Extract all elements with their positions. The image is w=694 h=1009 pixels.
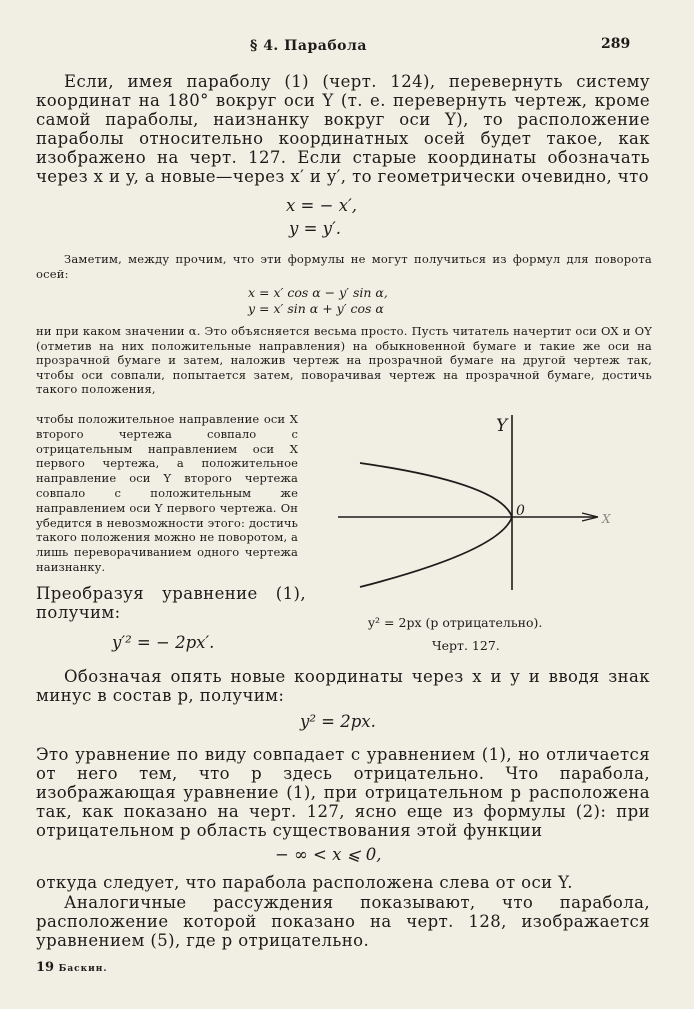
rotation-formula-x: x = x′ cos α − y′ sin α,: [248, 285, 388, 300]
formula-domain: − ∞ < x ⩽ 0,: [275, 845, 382, 864]
formula-parabola: y² = 2px.: [300, 712, 376, 731]
small-note-intro: Заметим, между прочим, что эти формулы не могут получиться из формул для поворота осей:: [36, 252, 652, 281]
parabola-curve: [360, 463, 512, 587]
signature-name: Баскин.: [58, 964, 108, 974]
page-number: 289: [601, 36, 631, 52]
paragraph-conclusion: откуда следует, что парабола расположена слева от оси Y.: [36, 873, 573, 892]
rotation-formula-y: y = x′ sin α + y′ cos α: [248, 301, 384, 316]
small-note-body: ни при каком значении α. Это объясняется весьма просто. Пусть читатель начертит оси OX и OY (отметив на них положительные направления) на обыкновенной бумаге и такие же оси на прозрачной бумаге и затем, наложив чертеж на прозрачной бумаге на другой чертеж так, чтобы оси совпали, попытается затем, поворачивая чертеж на прозрачной бумаге, достичь такого положения,: [36, 324, 652, 396]
paragraph-transform: Преобразуя уравнение (1), получим:: [36, 584, 306, 622]
signature-number: 19: [36, 960, 55, 975]
origin-label: 0: [516, 503, 525, 519]
formula-y-transform: y = y′.: [289, 219, 341, 238]
paragraph-intro: Если, имея параболу (1) (черт. 124), перевернуть систему координат на 180° вокруг оси Y (т. е. перевернуть чертеж, кроме самой параболы, наизнанку вокруг оси Y), то расположение параболы относительно координатных осей будет такое, как изображено на черт. 127. Если старые координаты обозначать через x и y, а новые—через x′ и y′, то геометрически очевидно, что: [36, 72, 650, 186]
formula-transformed: y′² = − 2px′.: [112, 633, 215, 652]
paragraph-comparison: Это уравнение по виду совпадает с уравнением (1), но отличается от него тем, что p здесь отрицательно. Что парабола, изображающая уравнение (1), при отрицательном p расположена так, как показано на черт. 127, ясно еще из формулы (2): при отрицательном p область существования этой функции: [36, 745, 650, 840]
x-axis-label: X: [602, 512, 611, 526]
paragraph-analogy: Аналогичные рассуждения показывают, что парабола, расположение которой показано на черт. 128, изображается уравнением (5), где p отрицательно.: [36, 893, 650, 950]
printer-signature: [36, 960, 108, 975]
formula-x-transform: x = − x′,: [286, 196, 357, 215]
running-header-title: § 4. Парабола: [250, 38, 367, 54]
small-note-wrapped: чтобы положительное направление оси X второго чертежа совпало с отрицательным направлением оси X первого чертежа, а положительное направление оси Y второго чертежа совпало с положительным же направлением оси Y первого чертежа. Он убедится в невозможности этого: достичь такого положения можно не поворотом, а лишь переворачиванием одного чертежа наизнанку.: [36, 412, 298, 574]
figure-caption: Черт. 127.: [432, 638, 500, 653]
figure-caption-formula: y² = 2px (p отрицательно).: [368, 615, 543, 630]
paragraph-rename: Обозначая опять новые координаты через x и y и вводя знак минус в состав p, получим:: [36, 667, 650, 705]
parabola-figure: [330, 405, 620, 615]
y-axis-label: Y: [496, 416, 508, 436]
